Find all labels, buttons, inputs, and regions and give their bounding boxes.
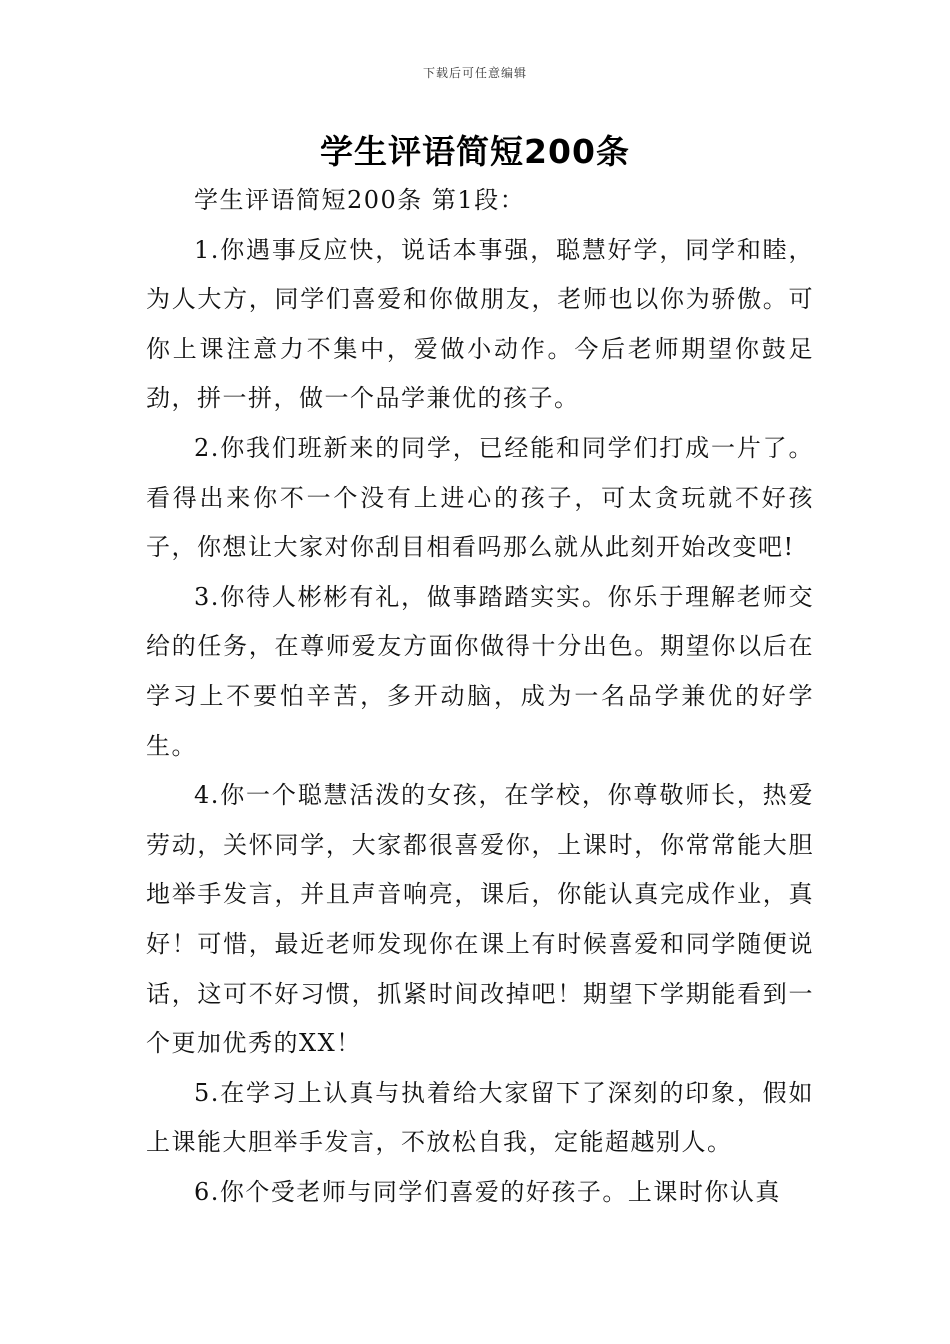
document-body bbox=[146, 176, 814, 1217]
paragraph-comment-6: 6.你个受老师与同学们喜爱的好孩子。上课时你认真 bbox=[194, 1177, 781, 1206]
paragraph-comment-4: 4.你一个聪慧活泼的女孩，在学校，你尊敬师长，热爱劳动，关怀同学，大家都很喜爱你，上课时，你常常能大胆地举手发言，并且声音响亮，课后，你能认真完成作业，真好！可惜，最近老师发现你在课上有时候喜爱和同学随便说话，这可不好习惯，抓紧时间改掉吧！期望下学期能看到一个更加优秀的XX！ bbox=[146, 781, 814, 1058]
paragraph-comment-3: 3.你待人彬彬有礼，做事踏踏实实。你乐于理解老师交给的任务，在尊师爱友方面你做得十分出色。期望你以后在学习上不要怕辛苦，多开动脑，成为一名品学兼优的好学生。 bbox=[146, 582, 814, 760]
header-note: 下载后可任意编辑 bbox=[422, 66, 527, 80]
paragraph-comment-5: 5.在学习上认真与执着给大家留下了深刻的印象，假如上课能大胆举手发言，不放松自我，定能超越别人。 bbox=[146, 1078, 814, 1157]
document-title: 学生评语简短200条 bbox=[320, 132, 630, 171]
paragraph-comment-1: 1.你遇事反应快，说话本事强，聪慧好学，同学和睦，为人大方，同学们喜爱和你做朋友，老师也以你为骄傲。可你上课注意力不集中，爱做小动作。今后老师期望你鼓足劲，拼一拼，做一个品学兼优的孩子。 bbox=[146, 235, 814, 413]
paragraph-comment-2: 2.你我们班新来的同学，已经能和同学们打成一片了。看得出来你不一个没有上进心的孩子，可太贪玩就不好孩子，你想让大家对你刮目相看吗那么就从此刻开始改变吧! bbox=[146, 433, 814, 562]
paragraph-section-heading: 学生评语简短200条 第1段： bbox=[194, 186, 526, 214]
